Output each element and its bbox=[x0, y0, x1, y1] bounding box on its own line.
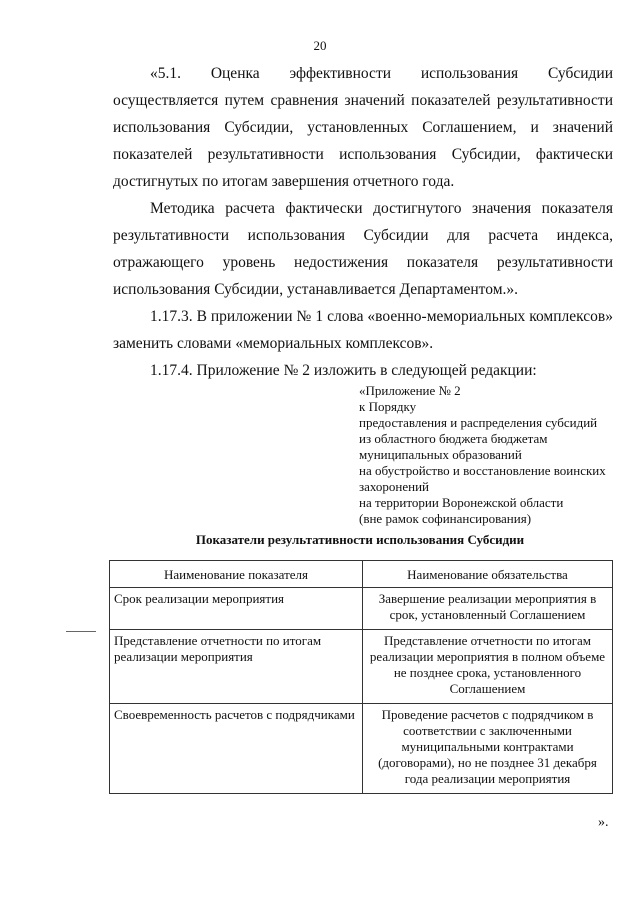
table-row bbox=[110, 630, 613, 704]
appendix-line: на территории Воронежской области bbox=[359, 495, 564, 510]
table-row bbox=[110, 704, 613, 794]
appendix-line: на обустройство и восстановление воинских bbox=[359, 463, 606, 478]
appendix-line: захоронений bbox=[359, 479, 430, 494]
page-number: 20 bbox=[313, 38, 327, 53]
table-header-row bbox=[110, 561, 613, 588]
table-cell-obligation: Представление отчетности по итогам реализации мероприятия в полном объеме не позднее срока, установленного Соглашением bbox=[363, 630, 613, 704]
appendix-line: предоставления и распределения субсидий bbox=[359, 415, 598, 430]
appendix-line: к Порядку bbox=[359, 399, 417, 414]
table-cell-indicator: Представление отчетности по итогам реализации мероприятия bbox=[110, 630, 363, 704]
margin-mark bbox=[66, 631, 96, 632]
table-row bbox=[110, 588, 613, 630]
paragraph-methodology bbox=[113, 195, 613, 303]
appendix-line: «Приложение № 2 bbox=[359, 383, 461, 398]
table-cell-indicator: Своевременность расчетов с подрядчиками bbox=[110, 704, 363, 794]
appendix-line: муниципальных образований bbox=[359, 447, 522, 462]
table-cell-indicator: Срок реализации мероприятия bbox=[110, 588, 363, 630]
table-title: Показатели результативности использования Субсидии bbox=[195, 532, 525, 547]
paragraph-text: Методика расчета фактически достигнутого значения показателя результативности использования Субсидии для расчета индекса, отражающего уровень недостижения показателя результативности использования Субсидии, устанавливается Департаментом.». bbox=[113, 200, 613, 298]
paragraph-5-1 bbox=[113, 60, 613, 195]
appendix-line: (вне рамок софинансирования) bbox=[359, 511, 532, 526]
column-header-obligation: Наименование обязательства bbox=[363, 561, 613, 588]
appendix-header bbox=[359, 383, 619, 527]
table-cell-obligation: Проведение расчетов с подрядчиком в соответствии с заключенными муниципальными контрактами (договорами), но не позднее 31 декабря года реализации мероприятия bbox=[363, 704, 613, 794]
paragraph-1-17-4 bbox=[113, 357, 613, 384]
paragraph-text: «5.1. Оценка эффективности использования Субсидии осуществляется путем сравнения значений показателей результативности использования Субсидии, установленных Соглашением, и значений показателей результативности использования Субсидии, фактически достигнутых по итогам завершения отчетного года. bbox=[113, 65, 613, 190]
indicators-table bbox=[109, 560, 613, 794]
appendix-line: из областного бюджета бюджетам bbox=[359, 431, 548, 446]
closing-quote-mark: ». bbox=[598, 815, 609, 830]
paragraph-1-17-3 bbox=[113, 303, 613, 357]
paragraph-text: 1.17.4. Приложение № 2 изложить в следующей редакции: bbox=[150, 362, 537, 379]
paragraph-text: 1.17.3. В приложении № 1 слова «военно-мемориальных комплексов» заменить словами «мемориальных комплексов». bbox=[113, 308, 613, 352]
column-header-indicator: Наименование показателя bbox=[110, 561, 363, 588]
table-cell-obligation: Завершение реализации мероприятия в срок, установленный Соглашением bbox=[363, 588, 613, 630]
